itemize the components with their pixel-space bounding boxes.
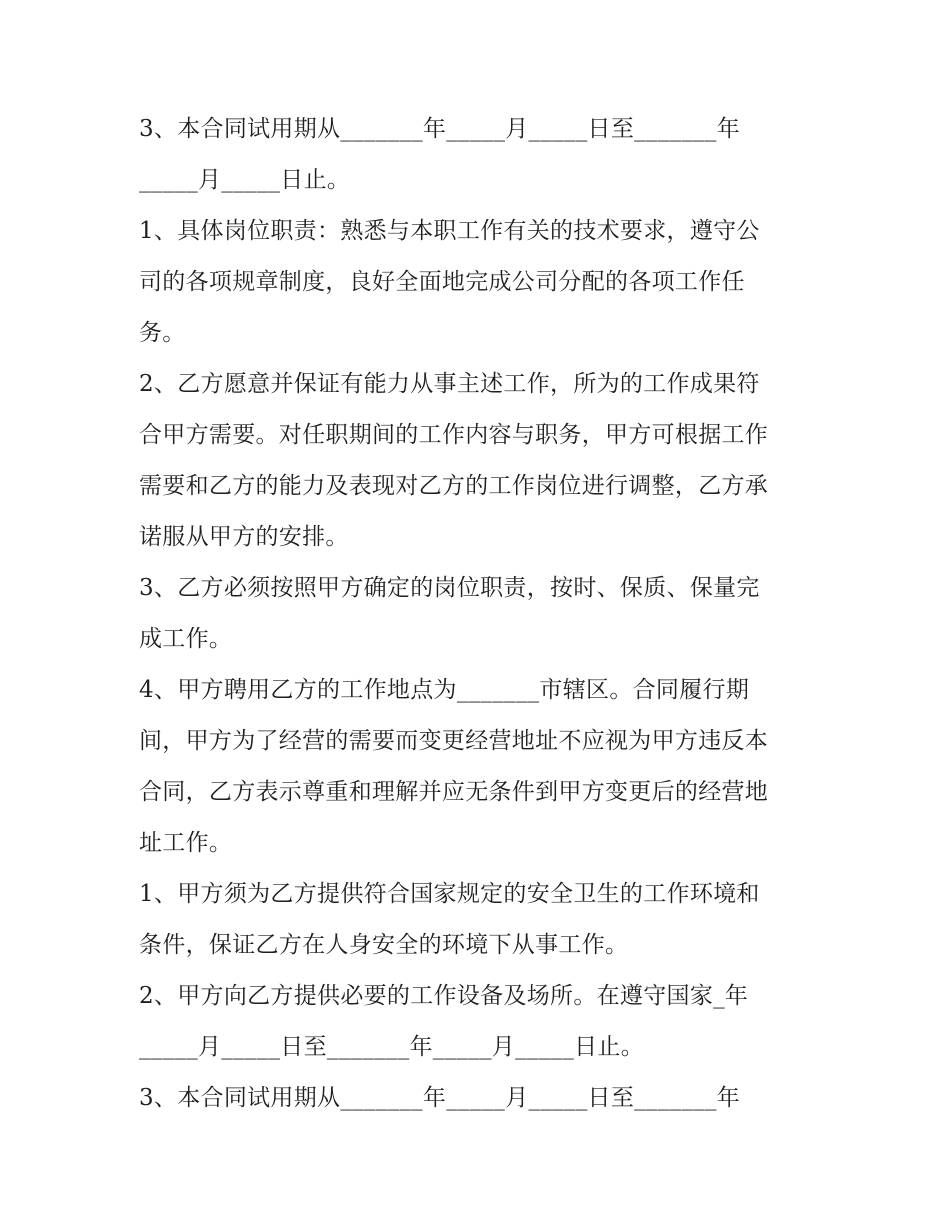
- text-line: 4、甲方聘用乙方的工作地点为_______市辖区。合同履行期: [139, 677, 750, 703]
- text-line: _____月_____日至_______年_____月_____日止。: [139, 1034, 644, 1060]
- text-line: 1、具体岗位职责：熟悉与本职工作有关的技术要求，遵守公: [139, 218, 760, 244]
- text-line: 3、本合同试用期从_______年_____月_____日至_______年: [139, 1085, 741, 1111]
- text-line: 合同，乙方表示尊重和理解并应无条件到甲方变更后的经营地: [139, 779, 769, 805]
- text-line: 合甲方需要。对任职期间的工作内容与职务，甲方可根据工作: [139, 422, 769, 448]
- text-line: 条件，保证乙方在人身安全的环境下从事工作。: [139, 932, 629, 958]
- text-line: _____月_____日止。: [139, 167, 351, 193]
- text-line: 址工作。: [139, 830, 233, 856]
- text-line: 需要和乙方的能力及表现对乙方的工作岗位进行调整，乙方承: [139, 473, 769, 499]
- text-line: 2、甲方向乙方提供必要的工作设备及场所。在遵守国家_年: [139, 983, 749, 1009]
- document-body: [139, 104, 819, 1124]
- text-line: 间，甲方为了经营的需要而变更经营地址不应视为甲方违反本: [139, 728, 769, 754]
- text-line: 3、乙方必须按照甲方确定的岗位职责，按时、保质、保量完: [139, 575, 760, 601]
- text-line: 务。: [139, 320, 186, 346]
- text-line: 诺服从甲方的安排。: [139, 524, 349, 550]
- text-line: 2、乙方愿意并保证有能力从事主述工作，所为的工作成果符: [139, 371, 760, 397]
- text-line: 司的各项规章制度，良好全面地完成公司分配的各项工作任: [139, 269, 745, 295]
- text-line: 成工作。: [139, 626, 233, 652]
- text-line: 3、本合同试用期从_______年_____月_____日至_______年: [139, 116, 741, 142]
- text-line: 1、甲方须为乙方提供符合国家规定的安全卫生的工作环境和: [139, 881, 760, 907]
